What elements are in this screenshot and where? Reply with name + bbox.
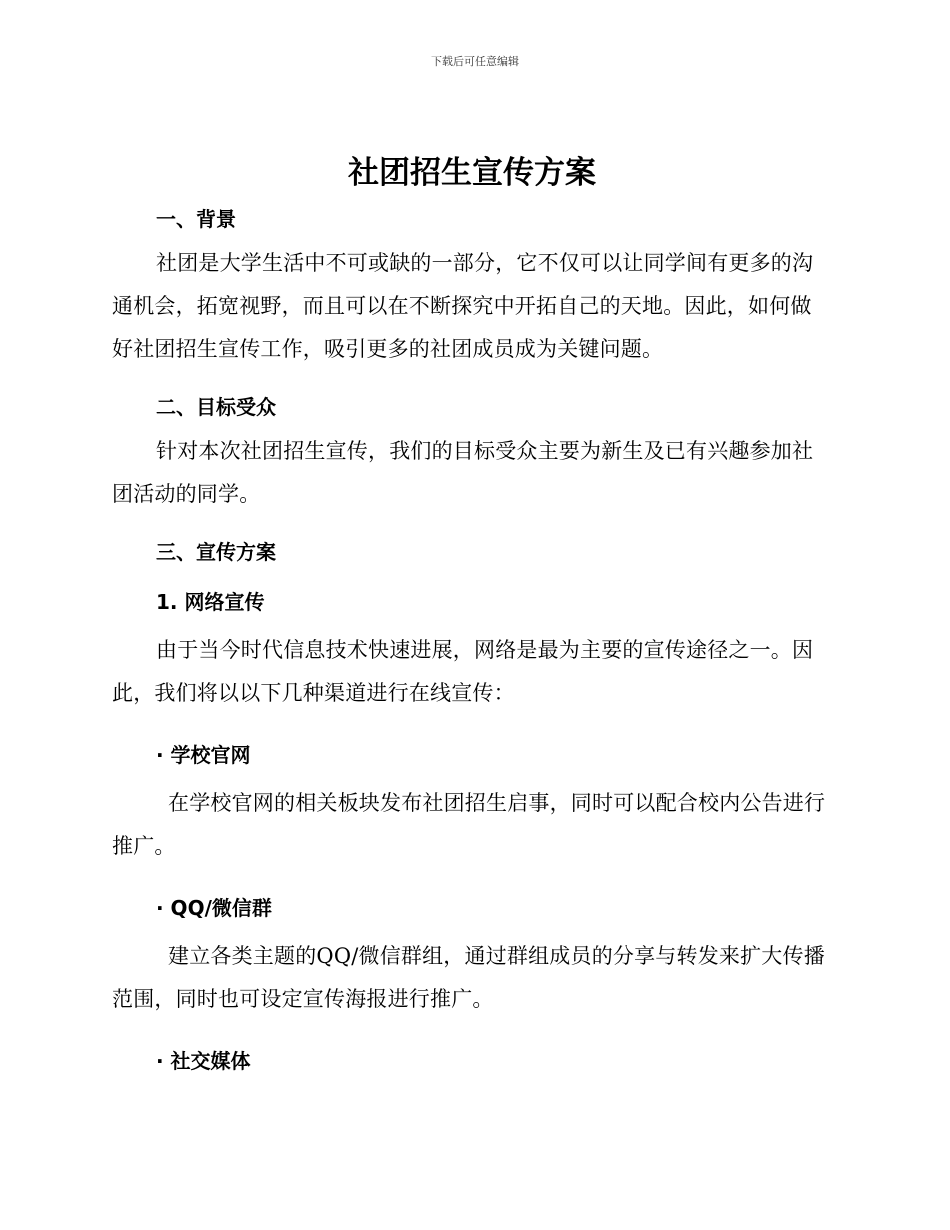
section-heading-background: 一、背景 <box>156 207 236 231</box>
paragraph-background: 社团是大学生活中不可或缺的一部分，它不仅可以让同学间有更多的沟通机会，拓宽视野，而且可以在不断探究中开拓自己的天地。因此，如何做好社团招生宣传工作，吸引更多的社团成员成为关键问题。 <box>112 251 814 361</box>
paragraph-online: 由于当今时代信息技术快速进展，网络是最为主要的宣传途径之一。因此，我们将以以下几种渠道进行在线宣传： <box>112 638 814 705</box>
document-title: 社团招生宣传方案 <box>348 155 596 191</box>
section-heading-plan: 三、宣传方案 <box>156 540 276 564</box>
item-heading-website: · 学校官网 <box>156 743 251 767</box>
page-header-note: 下载后可任意编辑 <box>431 55 519 68</box>
item-heading-social: · 社交媒体 <box>156 1049 251 1073</box>
subsection-heading-online: 1. 网络宣传 <box>156 590 265 614</box>
document-body <box>112 150 832 1088</box>
item-heading-qq-wechat: · QQ/微信群 <box>156 896 272 920</box>
paragraph-qq-wechat: 建立各类主题的QQ/微信群组，通过群组成员的分享与转发来扩大传播范围，同时也可设定宣传海报进行推广。 <box>112 944 825 1011</box>
section-heading-audience: 二、目标受众 <box>156 395 276 419</box>
paragraph-website: 在学校官网的相关板块发布社团招生启事，同时可以配合校内公告进行推广。 <box>112 791 826 858</box>
paragraph-audience: 针对本次社团招生宣传，我们的目标受众主要为新生及已有兴趣参加社团活动的同学。 <box>112 439 814 506</box>
